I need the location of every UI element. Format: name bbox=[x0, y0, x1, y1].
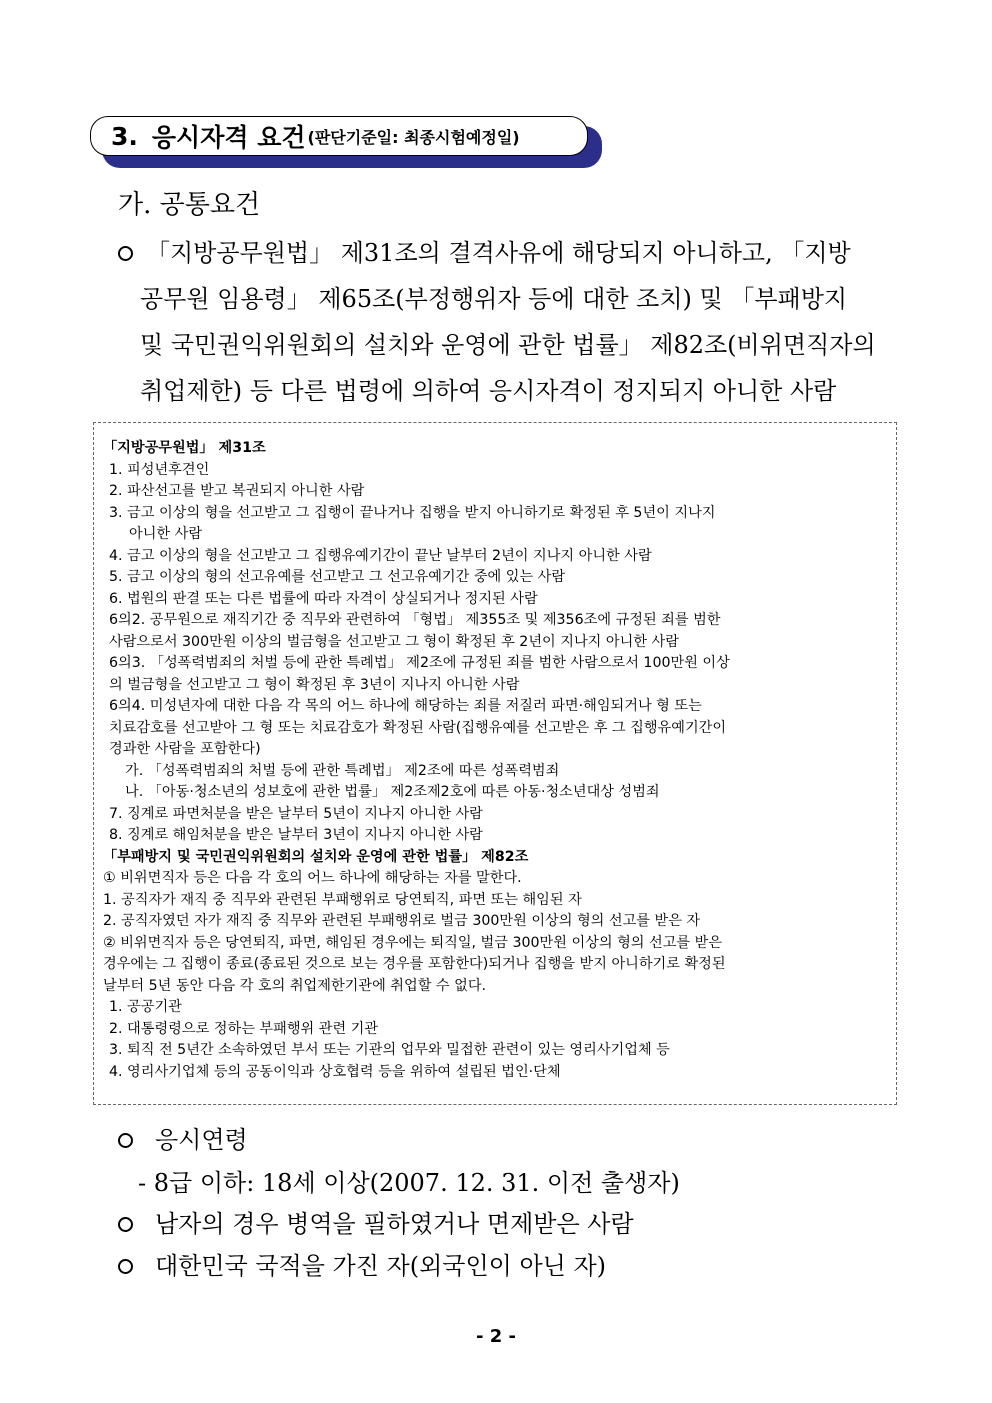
law-line: 1. 공공기관 bbox=[109, 999, 182, 1015]
age-detail: - 8급 이하: 18세 이상(2007. 12. 31. 이전 출생자) bbox=[138, 1169, 680, 1197]
law-excerpt-text bbox=[103, 438, 893, 1083]
section-number: 3. bbox=[111, 121, 138, 151]
military-requirement: 남자의 경우 병역을 필하였거나 면제받은 사람 bbox=[155, 1210, 634, 1238]
section-title-frame bbox=[90, 116, 588, 156]
law-line: 2. 대통령령으로 정하는 부패행위 관련 기관 bbox=[109, 1020, 379, 1037]
paragraph-line: 「지방공무원법」 제31조의 결격사유에 해당되지 아니하고, 「지방 bbox=[146, 239, 851, 267]
law-line: 치료감호를 선고받아 그 형 또는 치료감호가 확정된 사람(집행유예를 선고받은 후 그 집행유예기간이 bbox=[109, 719, 727, 736]
law-line: 3. 퇴직 전 5년간 소속하였던 부서 또는 기관의 업무와 밀접한 관련이 있는 영리사기업체 등 bbox=[109, 1042, 670, 1058]
law-line: 경우에는 그 집행이 종료(종료된 것으로 보는 경우를 포함한다)되거나 집행을 받지 아니하기로 확정된 bbox=[103, 956, 726, 972]
law-line: 6의4. 미성년자에 대한 다음 각 목의 어느 하나에 해당하는 죄를 저질러 파면·해임되거나 형 또는 bbox=[109, 698, 702, 714]
paragraph-line: 공무원 임용령」 제65조(부정행위자 등에 대한 조치) 및 「부패방지 bbox=[140, 285, 848, 313]
law-line: 4. 금고 이상의 형을 선고받고 그 집행유예기간이 끝난 날부터 2년이 지나지 아니한 사람 bbox=[109, 547, 652, 564]
law-line: ① 비위면직자 등은 다음 각 호의 어느 하나에 해당하는 자를 말한다. bbox=[103, 870, 522, 886]
law-line: 가. 「성폭력범죄의 처벌 등에 관한 특례법」 제2조에 따른 성폭력범죄 bbox=[125, 762, 560, 779]
law-line: 5. 금고 이상의 형의 선고유예를 선고받고 그 선고유예기간 중에 있는 사람 bbox=[109, 569, 566, 585]
law-line: 6의3. 「성폭력범죄의 처벌 등에 관한 특례법」 제2조에 규정된 죄를 범한 사람으로서 100만원 이상 bbox=[109, 655, 730, 671]
law-line: 의 벌금형을 선고받고 그 형이 확정된 후 3년이 지나지 아니한 사람 bbox=[109, 676, 520, 693]
law-line: 사람으로서 300만원 이상의 벌금형을 선고받고 그 형이 확정된 후 2년이 지나지 아니한 사람 bbox=[109, 633, 679, 650]
law-line: 3. 금고 이상의 형을 선고받고 그 집행이 끝나거나 집행을 받지 아니하기로 확정된 후 5년이 지나지 bbox=[109, 504, 716, 521]
law-line: 1. 피성년후견인 bbox=[109, 461, 210, 478]
subheading: 가. 공통요건 bbox=[118, 190, 261, 220]
section-title: 응시자격 요건 bbox=[151, 123, 306, 152]
law-line: 1. 공직자가 재직 중 직무와 관련된 부패행위로 당연퇴직, 파면 또는 해임된 자 bbox=[103, 891, 582, 908]
bullet-circle-icon bbox=[118, 1133, 133, 1148]
paragraph-line: 및 국민권익위원회의 설치와 운영에 관한 법률」 제82조(비위면직자의 bbox=[140, 331, 876, 359]
age-label: 응시연령 bbox=[155, 1126, 248, 1154]
common-requirement-paragraph bbox=[140, 230, 905, 414]
bullet-circle-icon bbox=[118, 1259, 133, 1274]
law-line: 경과한 사람을 포함한다) bbox=[109, 741, 261, 757]
law-line: 아니한 사람 bbox=[129, 526, 203, 542]
law-heading: 「부패방지 및 국민권익위원회의 설치와 운영에 관한 법률」 제82조 bbox=[103, 848, 529, 865]
law-line: 2. 공직자였던 자가 재직 중 직무와 관련된 부패행위로 벌금 300만원 이상의 형의 선고를 받은 자 bbox=[103, 913, 701, 929]
law-heading: 「지방공무원법」 제31조 bbox=[103, 440, 266, 456]
law-line: 6. 법원의 판결 또는 다른 법률에 따라 자격이 상실되거나 정지된 사람 bbox=[109, 590, 538, 607]
paragraph-line: 취업제한) 등 다른 법령에 의하여 응시자격이 정지되지 아니한 사람 bbox=[140, 377, 837, 405]
law-line: ② 비위면직자 등은 당연퇴직, 파면, 해임된 경우에는 퇴직일, 벌금 300만원 이상의 형의 선고를 받은 bbox=[103, 934, 723, 951]
section-subtitle: (판단기준일: 최종시험예정일) bbox=[307, 127, 520, 147]
bullet-circle-icon bbox=[118, 1217, 133, 1232]
nationality-requirement: 대한민국 국적을 가진 자(외국인이 아닌 자) bbox=[155, 1252, 606, 1280]
law-line: 2. 파산선고를 받고 복권되지 아니한 사람 bbox=[109, 483, 365, 499]
law-line: 6의2. 공무원으로 재직기간 중 직무와 관련하여 「형법」 제355조 및 제356조에 규정된 죄를 범한 bbox=[109, 612, 721, 628]
law-line: 8. 징계로 해임처분을 받은 날부터 3년이 지나지 아니한 사람 bbox=[109, 827, 483, 843]
law-line: 7. 징계로 파면처분을 받은 날부터 5년이 지나지 아니한 사람 bbox=[109, 805, 483, 822]
bullet-circle-icon bbox=[118, 246, 133, 261]
law-line: 나. 「아동·청소년의 성보호에 관한 법률」 제2조제2호에 따른 아동·청소년대상 성범죄 bbox=[125, 784, 660, 800]
law-line: 날부터 5년 동안 다음 각 호의 취업제한기관에 취업할 수 없다. bbox=[103, 977, 487, 994]
law-line: 4. 영리사기업체 등의 공동이익과 상호협력 등을 위하여 설립된 법인·단체 bbox=[109, 1063, 561, 1080]
section-title-box bbox=[90, 116, 602, 168]
page-number: - 2 - bbox=[476, 1326, 516, 1347]
